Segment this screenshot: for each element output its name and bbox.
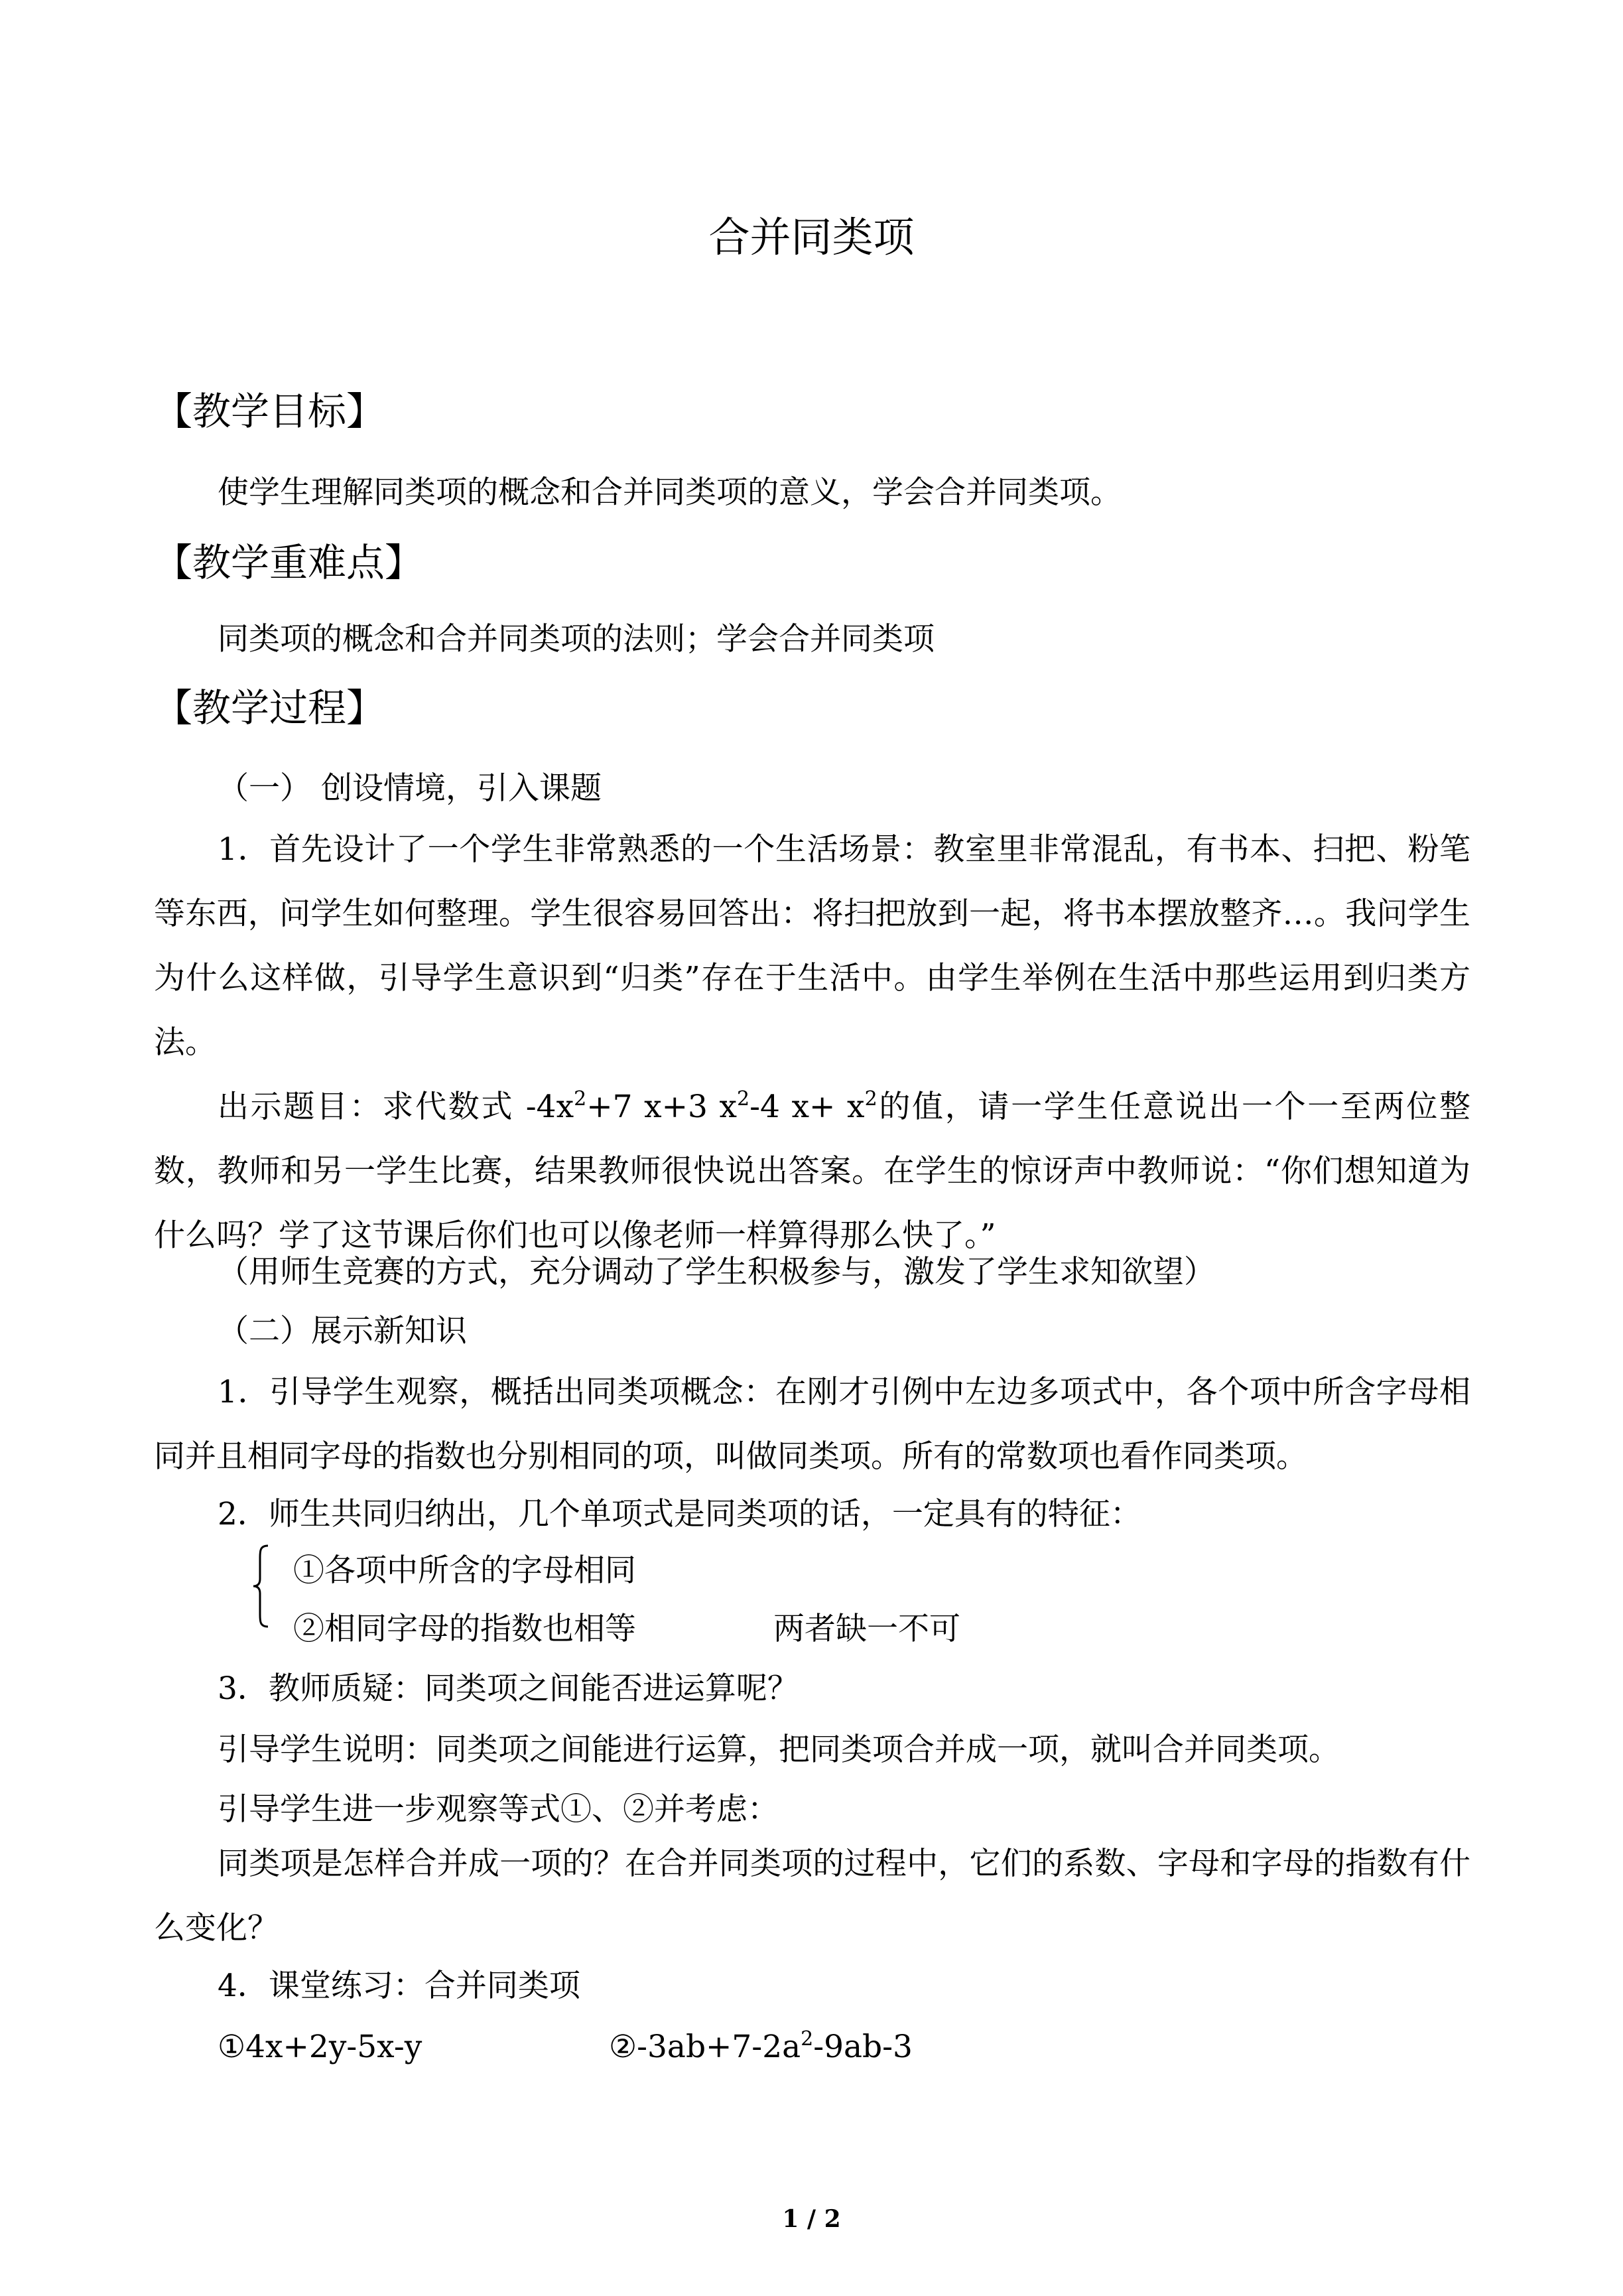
para2-sup2: 2 bbox=[737, 1087, 750, 1111]
exercise-2-sup: 2 bbox=[801, 2027, 814, 2051]
section2-item4: 4．课堂练习：合并同类项 bbox=[218, 1968, 580, 2004]
para2-text-a: 出示题目：求代数式 -4x bbox=[218, 1089, 574, 1125]
both-required-note: 两者缺一不可 bbox=[773, 1611, 960, 1647]
para2-sup1: 2 bbox=[574, 1087, 587, 1111]
section2-item2: 2．师生共同归纳出，几个单项式是同类项的话，一定具有的特征： bbox=[218, 1496, 1141, 1532]
para2-text-b: +7 x+3 x bbox=[586, 1089, 738, 1125]
section1-paragraph3: （用师生竞赛的方式，充分调动了学生积极参与，激发了学生求知欲望） bbox=[218, 1254, 1215, 1290]
heading-process: 【教学过程】 bbox=[154, 685, 385, 730]
guide-text-1: 引导学生说明：同类项之间能进行运算，把同类项合并成一项，就叫合并同类项。 bbox=[218, 1731, 1340, 1768]
exercise-2 bbox=[609, 2021, 913, 2074]
key-points-text: 同类项的概念和合并同类项的法则；学会合并同类项 bbox=[218, 621, 935, 657]
objectives-text: 使学生理解同类项的概念和合并同类项的意义，学会合并同类项。 bbox=[218, 474, 1122, 511]
section1-paragraph1: 1．首先设计了一个学生非常熟悉的一个生活场景：教室里非常混乱，有书本、扫把、粉笔等东西，问学生如何整理。学生很容易回答出：将扫把放到一起，将书本摆放整齐…。我问学生为什么这样做，引导学生意识到“归类”存在于生活中。由学生举例在生活中那些运用到归类方法。 bbox=[154, 831, 1470, 1061]
section1-title: （一） 创设情境，引入课题 bbox=[218, 770, 602, 807]
feature-2: ②相同字母的指数也相等 bbox=[293, 1611, 636, 1647]
guide-question: 同类项是怎样合并成一项的？在合并同类项的过程中，它们的系数、字母和字母的指数有什么变化？ bbox=[154, 1846, 1470, 1946]
guide-text-2: 引导学生进一步观察等式①、②并考虑： bbox=[218, 1791, 779, 1828]
para2-text-c: -4 x+ x bbox=[749, 1089, 865, 1125]
section2-item3: 3．教师质疑：同类项之间能否进运算呢？ bbox=[218, 1670, 799, 1707]
curly-brace-icon bbox=[252, 1544, 269, 1628]
section1-paragraph2 bbox=[154, 1075, 1470, 1268]
para2-sup3: 2 bbox=[864, 1087, 877, 1111]
feature-1: ①各项中所含的字母相同 bbox=[293, 1552, 636, 1589]
section2-title: （二）展示新知识 bbox=[218, 1313, 467, 1349]
heading-objectives: 【教学目标】 bbox=[154, 389, 385, 434]
para2-text-d: 的值，请一学生任意说出一个一至两位整数，教师和另一学生比赛，结果教师很快说出答案。在学生的惊讶声中教师说：“你们想知道为什么吗？学了这节课后你们也可以像老师一样算得那么快了。” bbox=[154, 1089, 1471, 1254]
exercise-2-text-b: -9ab-3 bbox=[813, 2029, 913, 2065]
page-title: 合并同类项 bbox=[708, 213, 915, 261]
page-number: 1 / 2 bbox=[782, 2205, 841, 2233]
exercise-2-text-a: ②-3ab+7-2a bbox=[609, 2029, 801, 2065]
heading-key-points: 【教学重难点】 bbox=[154, 540, 424, 585]
exercise-1: ①4x+2y-5x-y bbox=[218, 2029, 422, 2065]
section2-item1: 1．引导学生观察，概括出同类项概念：在刚才引例中左边多项式中，各个项中所含字母相同并且相同字母的指数也分别相同的项，叫做同类项。所有的常数项也看作同类项。 bbox=[154, 1374, 1470, 1475]
